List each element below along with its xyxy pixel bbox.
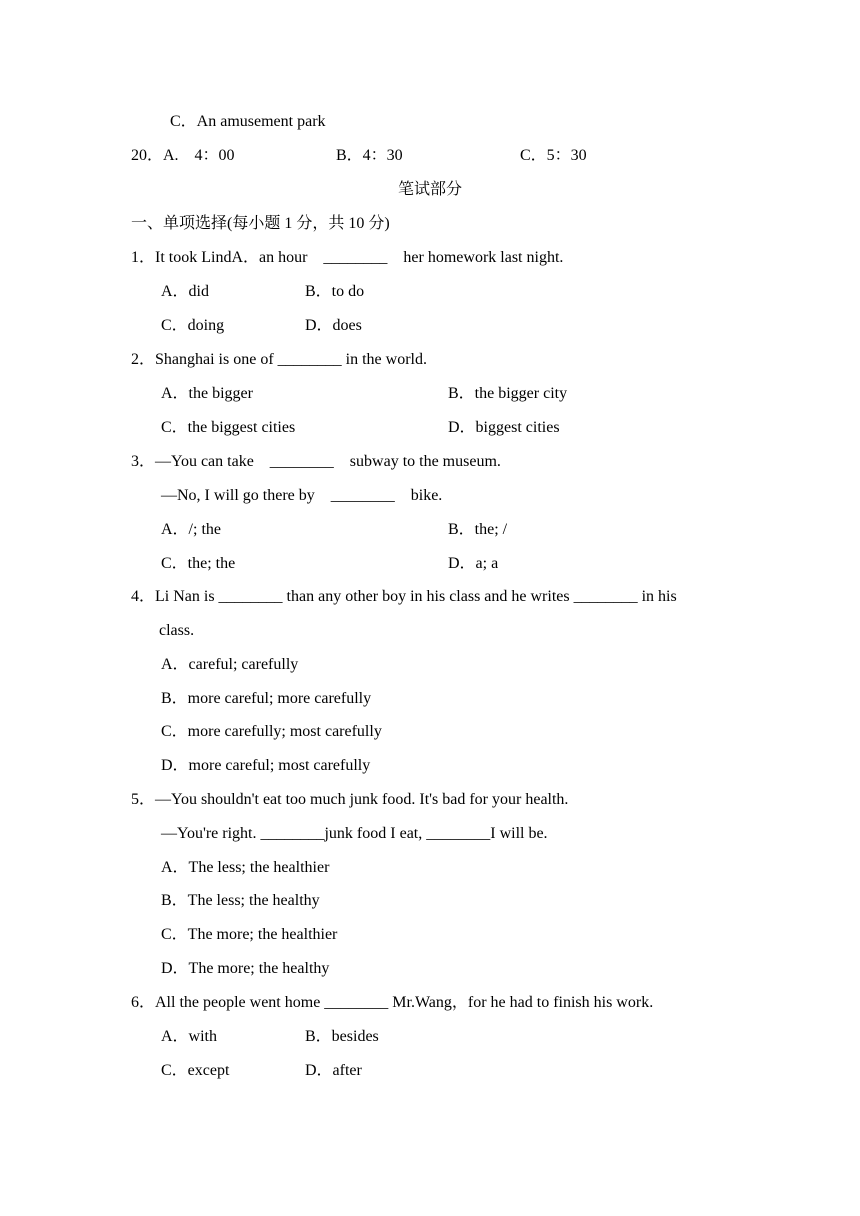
question-6-option-c: C．except xyxy=(161,1062,230,1079)
question-4-option-b: B．more careful; more carefully xyxy=(161,690,372,707)
question-3-option-a: A．/; the xyxy=(161,521,221,538)
question-4-option-a: A．careful; carefully xyxy=(161,656,299,673)
question-1-option-c: C．doing xyxy=(161,317,225,334)
question-3-option-b: B．the; / xyxy=(448,521,508,538)
question-1-stem: 1．It took LindA．an hour ________ her homework last night. xyxy=(131,249,564,266)
q19-option-c: C．An amusement park xyxy=(170,113,326,130)
question-6-option-d: D．after xyxy=(305,1062,362,1079)
q20-option-c: C．5：30 xyxy=(520,147,587,164)
question-1-option-b: B．to do xyxy=(305,283,365,300)
question-2-option-c: C．the biggest cities xyxy=(161,419,296,436)
question-3-stem-continued: —No, I will go there by ________ bike. xyxy=(161,487,443,504)
section-title: 一、单项选择(每小题 1 分，共 10 分) xyxy=(131,215,390,232)
question-5-option-b: B．The less; the healthy xyxy=(161,892,320,909)
written-part-title: 笔试部分 xyxy=(397,181,462,198)
question-5-option-d: D．The more; the healthy xyxy=(161,960,330,977)
question-4-option-d: D．more careful; most carefully xyxy=(161,757,371,774)
question-5-option-a: A．The less; the healthier xyxy=(161,859,330,876)
question-5-stem: 5．—You shouldn't eat too much junk food. It's bad for your health. xyxy=(131,791,569,808)
question-1-option-d: D．does xyxy=(305,317,362,334)
question-2-option-b: B．the bigger city xyxy=(448,385,568,402)
question-6-option-b: B．besides xyxy=(305,1028,379,1045)
question-5-stem-continued: —You're right. ________junk food I eat, ________I will be. xyxy=(161,825,548,842)
question-3-option-c: C．the; the xyxy=(161,555,236,572)
question-2-option-d: D．biggest cities xyxy=(448,419,560,436)
question-3-stem: 3．—You can take ________ subway to the museum. xyxy=(131,453,501,470)
question-1-option-a: A．did xyxy=(161,283,210,300)
question-4-stem-continued: class. xyxy=(159,622,195,639)
q20-option-b: B．4：30 xyxy=(336,147,403,164)
question-5-option-c: C．The more; the healthier xyxy=(161,926,338,943)
question-6-stem: 6．All the people went home ________ Mr.Wang，for he had to finish his work. xyxy=(131,994,654,1011)
question-4-option-c: C．more carefully; most carefully xyxy=(161,723,382,740)
question-2-stem: 2．Shanghai is one of ________ in the world. xyxy=(131,351,427,368)
question-3-option-d: D．a; a xyxy=(448,555,499,572)
q20-option-a: 20．A. 4：00 xyxy=(131,147,235,164)
question-2-option-a: A．the bigger xyxy=(161,385,253,402)
question-4-stem: 4．Li Nan is ________ than any other boy in his class and he writes ________ in his xyxy=(131,588,677,605)
question-6-option-a: A．with xyxy=(161,1028,218,1045)
